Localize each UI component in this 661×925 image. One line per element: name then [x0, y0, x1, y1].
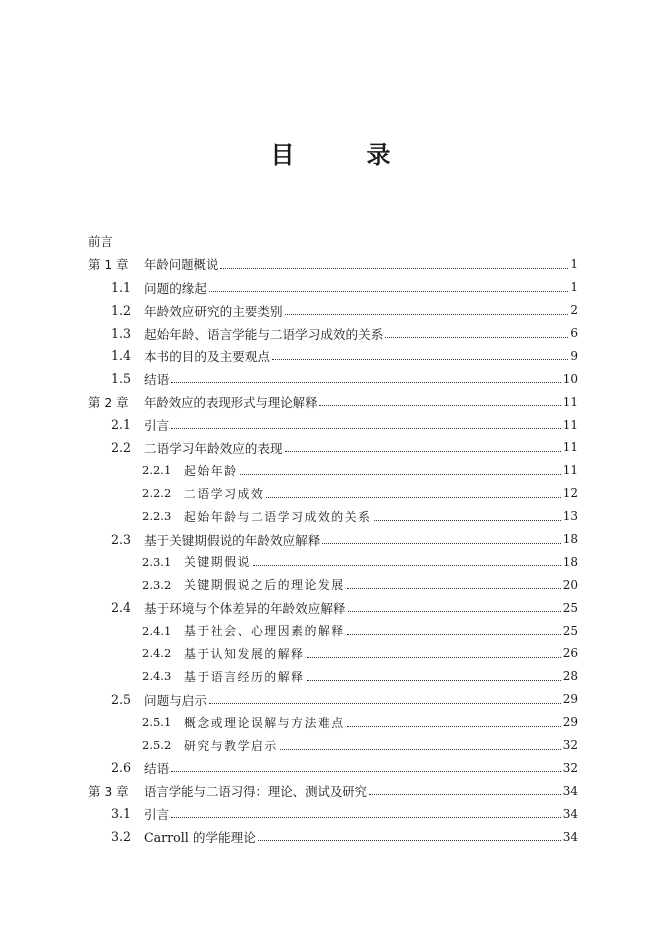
toc-subsection[interactable]: 2.4.1 基于社会、心理因素的解释 25 — [142, 623, 578, 639]
toc-section[interactable]: 2.3 基于关键期假说的年龄效应解释 18 — [111, 531, 578, 548]
toc-section[interactable]: 2.6 结语 32 — [111, 760, 578, 777]
toc-section[interactable]: 3.2 Carroll 的学能理论 34 — [111, 829, 578, 846]
table-of-contents — [88, 230, 578, 848]
toc-subsection[interactable]: 2.2.1 起始年龄 11 — [142, 463, 578, 478]
toc-section[interactable]: 1.1 问题的缘起 1 — [111, 279, 578, 296]
toc-subsection[interactable]: 2.3.1 关键期假说 18 — [142, 554, 578, 570]
preface-label: 前言 — [88, 234, 113, 250]
toc-subsection[interactable]: 2.2.3 起始年龄与二语学习成效的关系 13 — [142, 509, 578, 524]
toc-preface[interactable] — [88, 230, 578, 253]
toc-subsection[interactable]: 2.4.2 基于认知发展的解释 26 — [142, 646, 578, 661]
toc-section[interactable]: 1.5 结语 10 — [111, 371, 578, 388]
title-char-1: 目 — [270, 141, 295, 169]
toc-subsection[interactable]: 2.5.1 概念或理论误解与方法难点 29 — [142, 715, 578, 730]
toc-section[interactable]: 1.2 年龄效应研究的主要类别 2 — [111, 302, 578, 319]
toc-section[interactable]: 2.2 二语学习年龄效应的表现 11 — [111, 439, 578, 456]
title-char-2: 录 — [366, 141, 391, 169]
toc-subsection[interactable]: 2.5.2 研究与教学启示 32 — [142, 738, 578, 753]
toc-chapter[interactable]: 第 3 章 语言学能与二语习得：理论、测试及研究 34 — [88, 783, 578, 799]
toc-subsection[interactable]: 2.3.2 关键期假说之后的理论发展 20 — [142, 577, 578, 593]
toc-section[interactable]: 2.1 引言 11 — [111, 417, 578, 434]
toc-section[interactable]: 1.3 起始年龄、语言学能与二语学习成效的关系 6 — [111, 325, 578, 342]
page-title — [0, 140, 661, 170]
toc-subsection[interactable]: 2.4.3 基于语言经历的解释 28 — [142, 669, 578, 684]
toc-subsection[interactable]: 2.2.2 二语学习成效 12 — [142, 486, 578, 501]
toc-chapter[interactable]: 第 2 章 年龄效应的表现形式与理论解释 11 — [88, 394, 578, 410]
toc-chapter[interactable]: 第 1 章 年龄问题概说 1 — [88, 257, 578, 273]
toc-section[interactable]: 2.5 问题与启示 29 — [111, 691, 578, 708]
toc-section[interactable]: 3.1 引言 34 — [111, 806, 578, 823]
toc-section[interactable]: 2.4 基于环境与个体差异的年龄效应解释 25 — [111, 600, 578, 617]
toc-section[interactable]: 1.4 本书的目的及主要观点 9 — [111, 348, 578, 365]
